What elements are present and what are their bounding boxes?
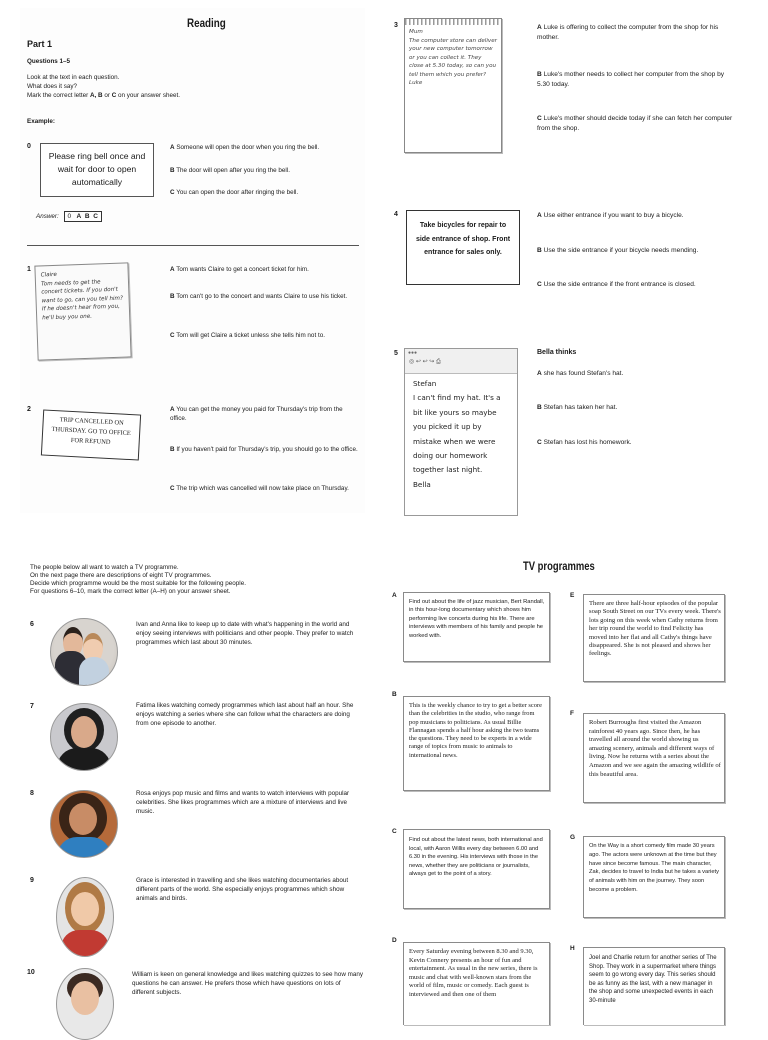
question-number: 7	[30, 703, 34, 710]
programme-letter: D	[392, 937, 397, 944]
programme-card	[583, 594, 725, 682]
toolbar-icons: ◎ ↩ ↩ ↪ ⎙	[409, 359, 441, 365]
programme-letter: E	[570, 592, 575, 599]
questions-range: Questions 1–5	[27, 58, 71, 65]
option-a[interactable]: A Use either entrance if you want to buy a bicycle.	[537, 212, 684, 219]
option-a[interactable]: A Someone will open the door when you ring the bell.	[170, 144, 320, 151]
part2-intro	[30, 564, 246, 596]
notice-text: Take bicycles for repair to side entrance of shop. Front entrance for sales only.	[415, 222, 511, 256]
person-description: Grace is interested in travelling and she likes watching documentaries about different parts of the world. She especially enjoys programmes which show animals and birds.	[136, 877, 349, 902]
programme-text: This is the weekly chance to try to get a better score than the celebrities in the studio, who range from pop musicians to politicians. As usual Billie Flannagan spends a half hour asking the two teams the questions. They need to be experts in a wide range of topics from music to animals to international news.	[409, 702, 542, 759]
programme-letter: C	[392, 828, 397, 835]
instr-letters: C	[111, 92, 117, 99]
programme-text: Find out about the latest news, both international and local, with Aaron Willis every day between 6.00 and 6.30 in the evening. His interviews with those in the news, whether they are politicians or journalists, always get to the point of a story.	[409, 837, 543, 877]
option-text: Tom will get Claire a ticket unless she tells him not to.	[176, 332, 325, 339]
answer-letter: B	[84, 213, 90, 220]
answer-box	[64, 211, 102, 222]
programme-card	[583, 713, 725, 803]
notepad-spiral	[405, 19, 501, 25]
person-body	[57, 837, 111, 858]
person-description: Ivan and Anna like to keep up to date with what's happening in the world and enjoy seeing interviews with politicians and other people. They prefer to watch programmes which last about 30 minutes.	[136, 621, 354, 646]
notepad-note	[404, 18, 502, 153]
question-number: 3	[394, 22, 398, 29]
person-head	[69, 803, 97, 835]
intro-line: On the next page there are descriptions of eight TV programmes.	[30, 572, 212, 579]
question-number: 2	[27, 406, 31, 413]
person-body	[61, 930, 109, 957]
email-body: Stefan I can't find my hat. It's a bit like yours so maybe you picked it up by mistake when we were doing our homework together last night. Bella	[413, 379, 501, 489]
instr-letters: A, B	[90, 92, 103, 99]
option-b[interactable]: B Use the side entrance if your bicycle needs mending.	[537, 247, 699, 254]
reading-title: Reading	[187, 16, 226, 30]
option-a[interactable]: A You can get the money you paid for Thursday's trip from the office.	[170, 406, 343, 422]
programme-card	[583, 836, 725, 918]
programme-text: There are three half-hour episodes of the popular soap South Street on our TVs every week. There's lots going on this week when Cathy returns from her trip round the world to find Felicity has moved into her flat and all Cathy's things have disappeared. She is not pleased and shows her feelings.	[589, 600, 721, 658]
option-text: Luke's mother should decide today if she can fetch her computer from the shop.	[537, 115, 733, 132]
window-controls: ●●●	[408, 350, 418, 356]
option-b[interactable]: B Luke's mother needs to collect her computer from the shop by 5.30 today.	[537, 71, 725, 88]
question-number: 6	[30, 621, 34, 628]
option-c[interactable]: C The trip which was cancelled will now take place on Thursday.	[170, 485, 349, 492]
option-a[interactable]: A Luke is offering to collect the computer from the shop for his mother.	[537, 24, 719, 41]
programme-text: Every Saturday evening between 8.30 and 9.30, Kevin Connery presents an hour of fun and entertainment. As usual in the new series, there is music and chat with well-known stars from the world of film, music or comedy. Each guest is interviewed and then one of them	[409, 948, 538, 998]
option-text: she has found Stefan's hat.	[543, 370, 624, 377]
programme-card	[583, 947, 725, 1025]
instruction-line: What does it say?	[27, 83, 78, 90]
question-number: 1	[27, 266, 31, 273]
option-b[interactable]: B Stefan has taken her hat.	[537, 404, 618, 411]
note-text: Mum The computer store can deliver your new computer tomorrow or you can collect it. They close at 5.30 today, so can you tell them which you prefer? Luke	[409, 29, 497, 86]
instr-text: Mark the correct letter	[27, 92, 90, 99]
question-number: 0	[27, 143, 31, 150]
instruction-line	[27, 91, 180, 100]
email-window	[404, 348, 518, 516]
notice-sign	[40, 143, 154, 197]
person-photo	[50, 703, 118, 771]
intro-line: Decide which programme would be the most suitable for the following people.	[30, 580, 246, 587]
question-number: 4	[394, 211, 398, 218]
option-c[interactable]: C Luke's mother should decide today if she can fetch her computer from the shop.	[537, 115, 733, 132]
option-a[interactable]: A Tom wants Claire to get a concert ticket for him.	[170, 266, 309, 273]
option-text: You can open the door after ringing the bell.	[176, 189, 299, 196]
example-label: Example:	[27, 118, 55, 125]
programme-card	[403, 942, 550, 1025]
option-c[interactable]: C Stefan has lost his homework.	[537, 439, 632, 446]
person-body	[57, 748, 111, 771]
question-number: 5	[394, 350, 398, 357]
notice-text: Please ring bell once and wait for door to open automatically	[48, 151, 146, 187]
person-head	[71, 981, 99, 1015]
option-text: Stefan has taken her hat.	[543, 404, 618, 411]
person-head	[71, 892, 99, 926]
option-c[interactable]: C Tom will get Claire a ticket unless she tells him not to.	[170, 332, 325, 339]
option-text: Use the side entrance if the front entrance is closed.	[543, 281, 696, 288]
programme-text: On the Way is a short comedy film made 30 years ago. The actors were unknown at the time but they have since become famous. The main character, Zak, decides to travel to India but he takes a variety of animals with him on the journey. They soon become a problem.	[589, 843, 719, 893]
option-text: Stefan has lost his homework.	[543, 439, 632, 446]
option-text: The door will open after you ring the bell.	[176, 167, 290, 174]
person-photo	[56, 968, 114, 1040]
couple-photo	[50, 618, 118, 686]
person-head	[71, 716, 97, 748]
option-text: Tom can't go to the concert and wants Claire to use his ticket.	[176, 293, 348, 300]
email-toolbar	[405, 349, 517, 374]
person-photo	[50, 790, 118, 858]
notice-sign	[41, 409, 141, 460]
tv-programmes-title: TV programmes	[523, 561, 595, 573]
option-text: If you haven't paid for Thursday's trip, you should go to the office.	[176, 446, 358, 453]
programme-text: Find out about the life of jazz musician, Bert Randall, in this hour-long documentary which shows him performing live concerts during his life. There are interviews with members of his family and people he worked with.	[409, 599, 545, 639]
handwritten-note	[34, 262, 131, 360]
answer-label: Answer:	[36, 213, 59, 220]
person-photo	[56, 877, 114, 957]
programme-card	[403, 592, 550, 662]
programme-letter: B	[392, 691, 397, 698]
option-b[interactable]: B The door will open after you ring the bell.	[170, 167, 290, 174]
instruction-line: Look at the text in each question.	[27, 74, 120, 81]
notice-sign	[406, 210, 520, 285]
option-text: Use the side entrance if your bicycle needs mending.	[543, 247, 699, 254]
person-description: William is keen on general knowledge and likes watching quizzes to see how many questions he can answer. He prefers those which have questions on lots of different subjects.	[132, 971, 364, 996]
person-description: Fatima likes watching comedy programmes which last about half an hour. She enjoys watching a series where she can follow what the characters are doing from one episode to another.	[136, 702, 354, 727]
option-text: Luke's mother needs to collect her computer from the shop by 5.30 today.	[537, 71, 725, 88]
question-stem: Bella thinks	[537, 349, 577, 356]
instr-text: on your answer sheet.	[116, 92, 180, 99]
programme-letter: A	[392, 592, 397, 599]
programme-text: Robert Burroughs first visited the Amazon rainforest 40 years ago. Since then, he has travelled all around the world showing us amazing scenery, animals and different ways of living. Now he returns with a series about the Amazon and we see again the amazing wildlife of this beautiful area.	[589, 719, 721, 778]
question-number: 8	[30, 790, 34, 797]
instr-text: or	[102, 92, 112, 99]
option-b[interactable]: B Tom can't go to the concert and wants Claire to use his ticket.	[170, 293, 348, 300]
answer-row	[36, 211, 102, 222]
answer-letter: C	[93, 213, 98, 220]
option-text: Someone will open the door when you ring the bell.	[176, 144, 320, 151]
option-text: Use either entrance if you want to buy a bicycle.	[543, 212, 684, 219]
notice-text: TRIP CANCELLED ON THURSDAY. GO TO OFFICE FOR REFUND	[51, 416, 131, 447]
part-heading: Part 1	[27, 39, 53, 49]
option-c[interactable]: C You can open the door after ringing the bell.	[170, 189, 299, 196]
option-text: You can get the money you paid for Thursday's trip from the office.	[170, 406, 343, 422]
person-body	[79, 657, 109, 686]
answer-num: 0	[67, 213, 72, 220]
option-text: Luke is offering to collect the computer from the shop for his mother.	[537, 24, 719, 41]
note-text: Claire Tom needs to get the concert tickets. If you don't want to go, can you tell him? If he doesn't hear from you, he'll buy you one.	[40, 271, 125, 322]
option-c[interactable]: C Use the side entrance if the front entrance is closed.	[537, 281, 696, 288]
question-number: 10	[27, 969, 35, 976]
instructions	[27, 73, 180, 100]
programme-text: Joel and Charlie return for another series of The Shop. They work in a supermarket where things seem to go wrong every day. This series should be as funny as the last, with a new manager in the shop and some unexpected events in each 30-minute	[589, 955, 717, 1004]
intro-line: The people below all want to watch a TV programme.	[30, 564, 179, 571]
option-text: Tom wants Claire to get a concert ticket for him.	[176, 266, 309, 273]
programme-card	[403, 829, 550, 909]
person-description: Rosa enjoys pop music and films and wants to watch interviews with popular celebrities. She likes programmes which are a mixture of interviews and live music.	[136, 790, 350, 815]
option-a[interactable]: A she has found Stefan's hat.	[537, 370, 624, 377]
question-number: 9	[30, 877, 34, 884]
programme-letter: H	[570, 945, 575, 952]
answer-letter: A	[76, 213, 82, 220]
intro-line: For questions 6–10, mark the correct letter (A–H) on your answer sheet.	[30, 588, 231, 595]
programme-card	[403, 696, 550, 791]
programme-letter: G	[570, 834, 576, 841]
programme-letter: F	[570, 710, 574, 717]
option-b[interactable]: B If you haven't paid for Thursday's trip, you should go to the office.	[170, 446, 358, 453]
option-text: The trip which was cancelled will now take place on Thursday.	[176, 485, 349, 492]
divider	[27, 245, 359, 246]
